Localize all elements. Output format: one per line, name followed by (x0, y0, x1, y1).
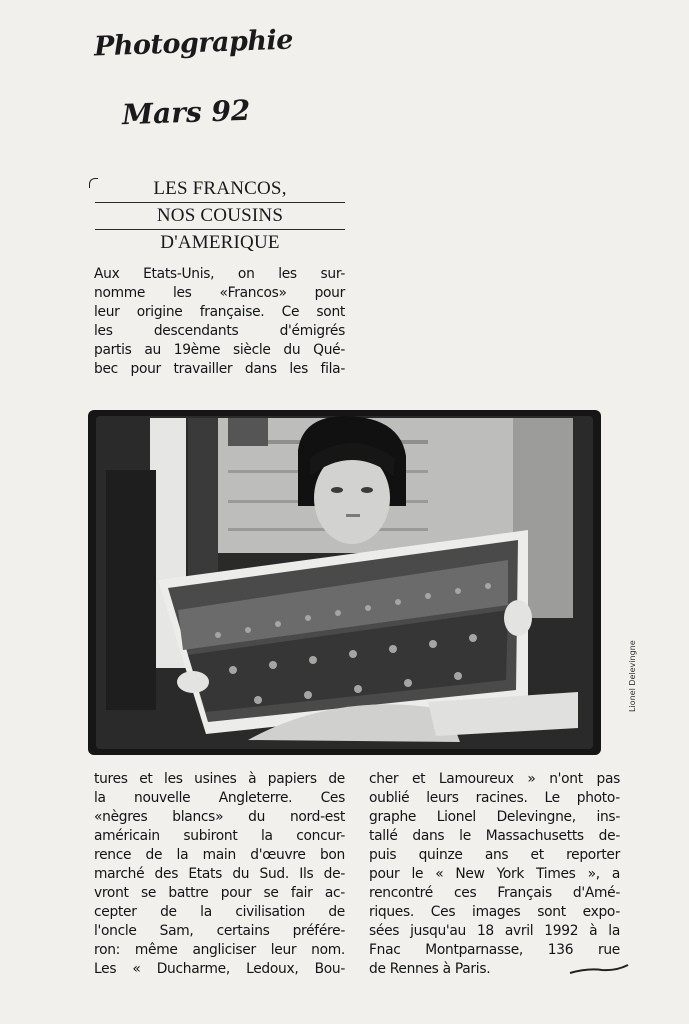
text-line: rence de la main d'œuvre bon (94, 847, 345, 863)
text-line: vront se battre pour se fair ac- (94, 885, 345, 901)
text-line: nomme les «Francos» pour (94, 285, 345, 301)
text-line: Les « Ducharme, Ledoux, Bou- (94, 961, 345, 977)
text-line: Fnac Montparnasse, 136 rue (369, 942, 620, 958)
right-column (369, 770, 620, 979)
text-line: cher et Lamoureux » n'ont pas (369, 771, 620, 787)
intro-paragraph (94, 265, 345, 379)
article-photo (88, 410, 601, 755)
photo-illustration (88, 410, 601, 755)
left-column (94, 770, 345, 979)
article-headline (95, 176, 345, 256)
text-line: cepter de la civilisation de (94, 904, 345, 920)
text-line: américain subiront la concur- (94, 828, 345, 844)
text-line: leur origine française. Ce sont (94, 304, 345, 320)
text-line: la nouvelle Angleterre. Ces (94, 790, 345, 806)
text-line: les descendants d'émigrés (94, 323, 345, 339)
text-line: tallé dans le Massachusetts de- (369, 828, 620, 844)
headline-line-3: D'AMERIQUE (160, 232, 280, 253)
text-line: rencontré ces Français d'Amé- (369, 885, 620, 901)
text-line: sées jusqu'au 18 avril 1992 à la (369, 923, 620, 939)
text-line: l'oncle Sam, certains préfére- (94, 923, 345, 939)
headline-line-1: LES FRANCOS, (153, 178, 287, 199)
text-line: graphe Lionel Delevingne, ins- (369, 809, 620, 825)
text-line: Aux Etats-Unis, on les sur- (94, 266, 345, 282)
text-line: riques. Ces images sont expo- (369, 904, 620, 920)
text-line: «nègres blancs» du nord-est (94, 809, 345, 825)
text-line: marché des Etats du Sud. Ils de- (94, 866, 345, 882)
photo-credit: Lionel Delevingne (628, 640, 637, 712)
headline-line-2: NOS COUSINS (156, 205, 284, 226)
handwritten-date: Mars 92 (121, 93, 251, 132)
text-line: oublié leurs racines. Le photo- (369, 790, 620, 806)
text-line: tures et les usines à papiers de (94, 771, 345, 787)
handwritten-publication: Photographie (93, 24, 294, 63)
text-line: ron: même angliciser leur nom. (94, 942, 345, 958)
text-line: puis quinze ans et reporter (369, 847, 620, 863)
end-mark (568, 962, 630, 976)
text-line: pour le « New York Times », a (369, 866, 620, 882)
text-line: bec pour travailler dans les fila- (94, 361, 345, 377)
text-line: partis au 19ème siècle du Qué- (94, 342, 345, 358)
text-line: de Rennes à Paris. (369, 961, 491, 977)
